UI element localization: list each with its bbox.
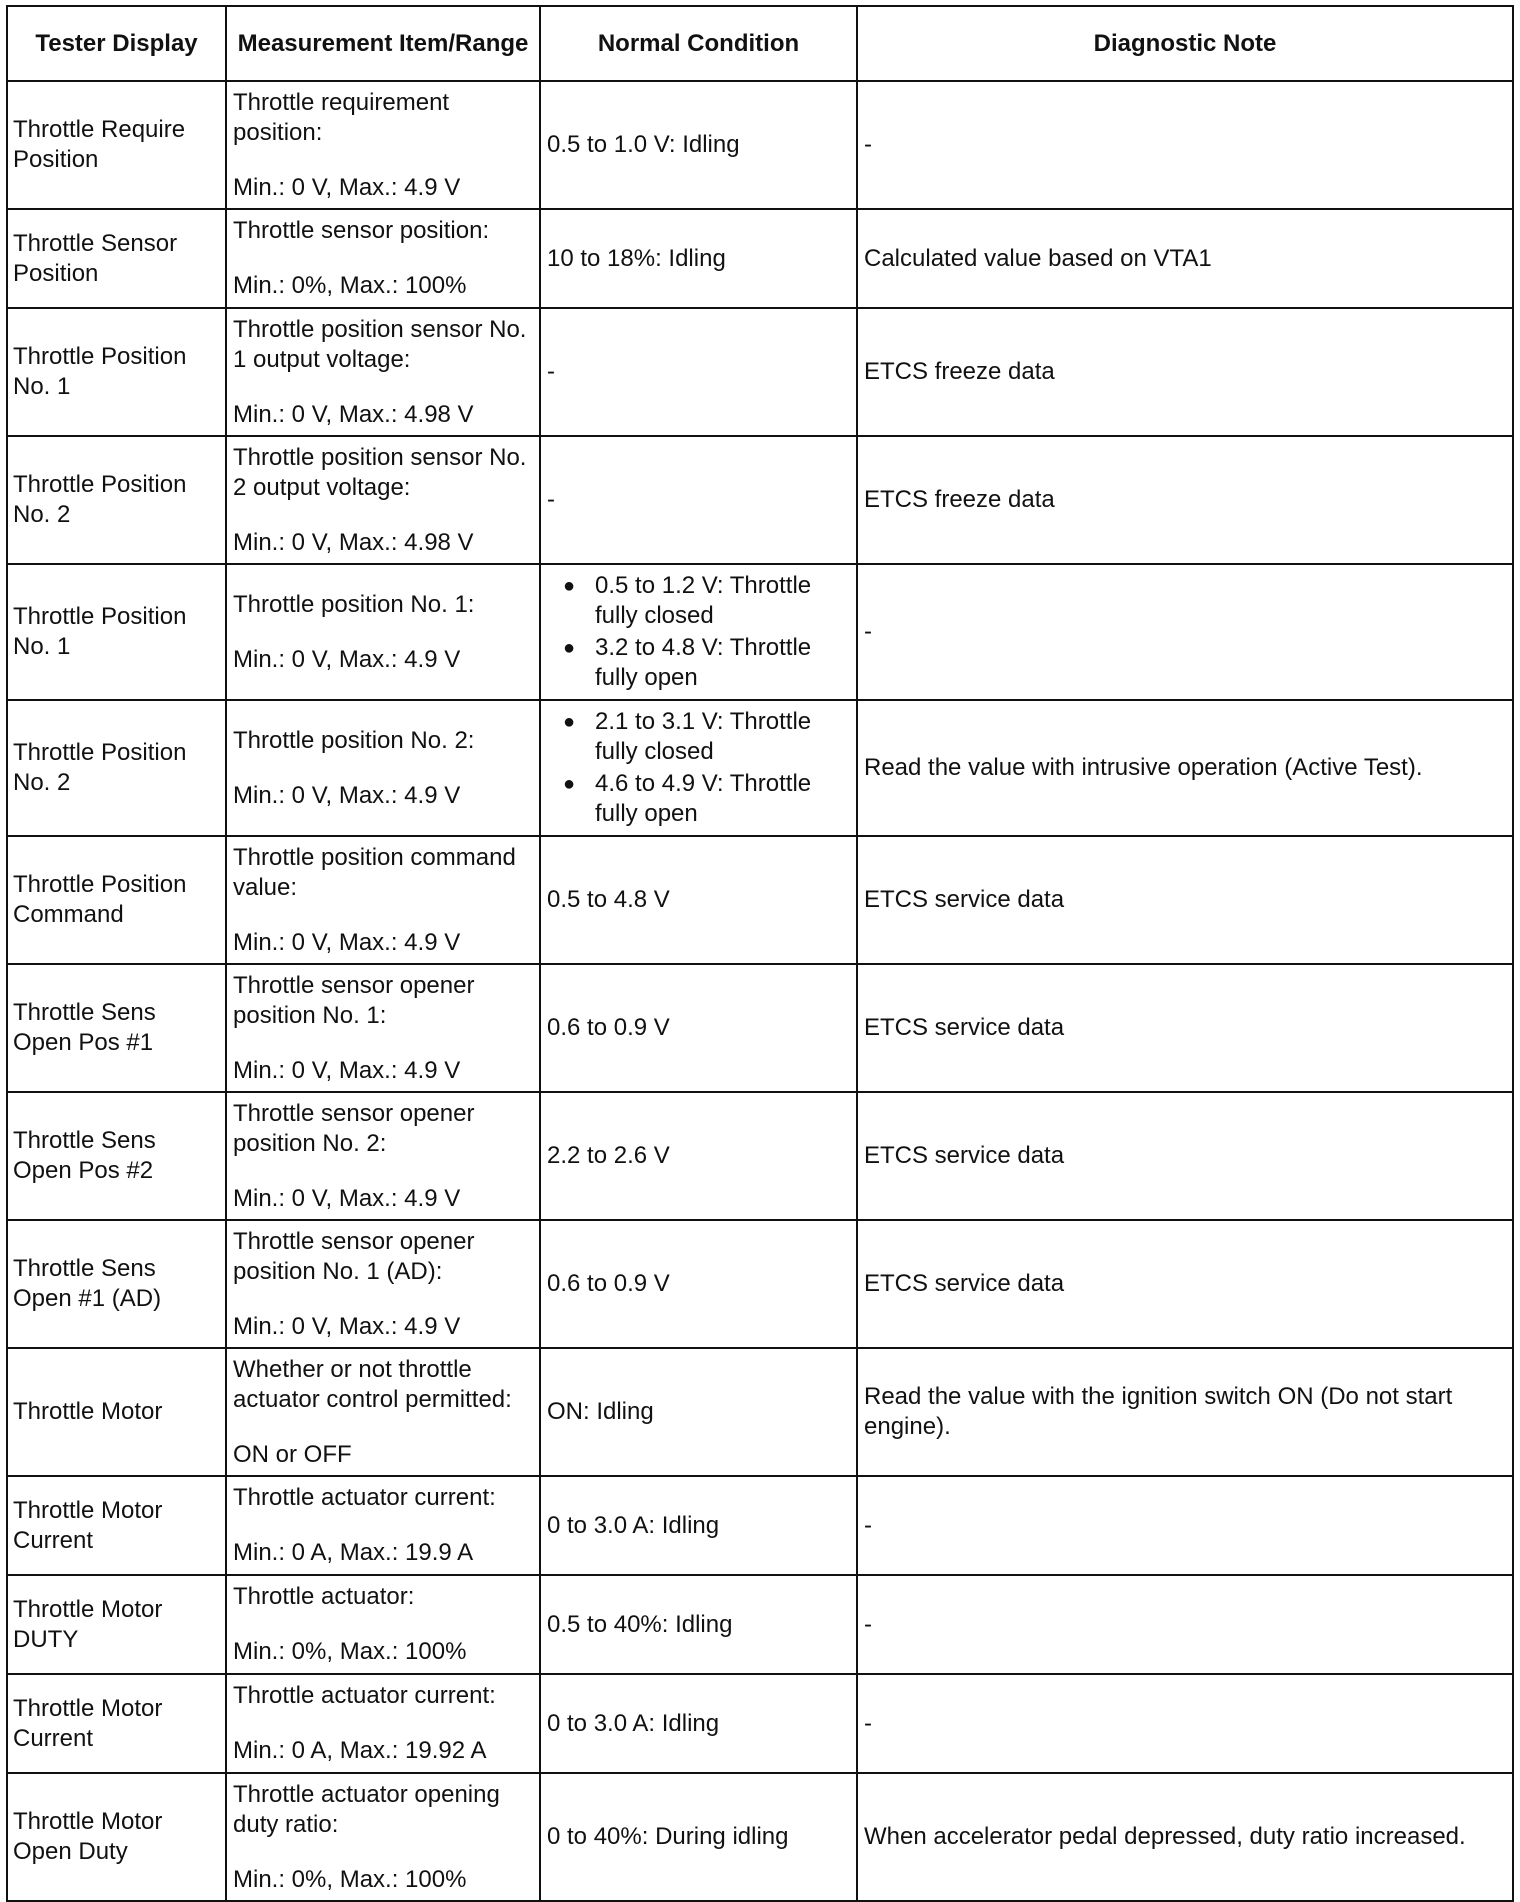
table-row: [7, 964, 1513, 1092]
table-row: [7, 436, 1513, 564]
normal-condition-list: [547, 707, 850, 829]
measurement-item-label: Throttle sensor opener position No. 1 (AD):: [233, 1227, 475, 1285]
measurement-range-cell: [226, 436, 540, 564]
diagnostic-note-cell: When accelerator pedal depressed, duty ratio increased.: [857, 1773, 1513, 1901]
measurement-range-cell: [226, 700, 540, 836]
tester-display-cell: Throttle Motor DUTY: [7, 1575, 226, 1674]
normal-condition-cell: [540, 700, 857, 836]
measurement-range-value: Min.: 0 A, Max.: 19.92 A: [233, 1737, 487, 1764]
normal-condition-list-item: ● 2.1 to 3.1 V: Throttle fully closed: [547, 707, 850, 767]
measurement-range-cell: [226, 964, 540, 1092]
normal-condition-cell: 2.2 to 2.6 V: [540, 1092, 857, 1220]
measurement-range-cell: [226, 1476, 540, 1575]
normal-condition-cell: 0.5 to 4.8 V: [540, 836, 857, 964]
normal-condition-cell: -: [540, 436, 857, 564]
diagnostic-note-cell: -: [857, 1674, 1513, 1773]
measurement-range-value: Min.: 0%, Max.: 100%: [233, 1638, 467, 1665]
measurement-range-cell: [226, 1092, 540, 1220]
measurement-range-cell: [226, 81, 540, 209]
measurement-range-value: Min.: 0 V, Max.: 4.9 V: [233, 928, 461, 956]
normal-condition-cell: 0.5 to 40%: Idling: [540, 1575, 857, 1674]
measurement-range-value: Min.: 0 V, Max.: 4.9 V: [233, 781, 461, 809]
diagnostic-note-cell: -: [857, 81, 1513, 209]
tester-display-cell: Throttle Motor Current: [7, 1674, 226, 1773]
diagnostic-note-cell: -: [857, 564, 1513, 700]
measurement-range-cell: [226, 1220, 540, 1348]
normal-condition-cell: 0 to 40%: During idling: [540, 1773, 857, 1901]
measurement-range-cell: [226, 1773, 540, 1901]
measurement-item-label: Throttle actuator current:: [233, 1682, 496, 1709]
measurement-range-value: Min.: 0 V, Max.: 4.98 V: [233, 400, 474, 428]
measurement-range-cell: [226, 1674, 540, 1773]
table-row: [7, 1092, 1513, 1220]
tester-display-cell: Throttle Position No. 2: [7, 436, 226, 564]
header-diagnostic-note: Diagnostic Note: [857, 6, 1513, 81]
normal-condition-cell: 10 to 18%: Idling: [540, 209, 857, 308]
header-tester-display: Tester Display: [7, 6, 226, 81]
measurement-item-label: Throttle sensor opener position No. 1:: [233, 971, 475, 1029]
measurement-range-value: Min.: 0%, Max.: 100%: [233, 272, 467, 299]
tester-display-cell: Throttle Sens Open Pos #2: [7, 1092, 226, 1220]
table-row: [7, 1220, 1513, 1348]
measurement-range-cell: [226, 564, 540, 700]
measurement-range-value: Min.: 0 V, Max.: 4.9 V: [233, 1312, 461, 1340]
normal-condition-cell: [540, 564, 857, 700]
measurement-item-label: Throttle actuator current:: [233, 1484, 496, 1511]
tester-display-cell: Throttle Position Command: [7, 836, 226, 964]
tester-display-cell: Throttle Sens Open Pos #1: [7, 964, 226, 1092]
table-row: [7, 836, 1513, 964]
tester-display-cell: Throttle Position No. 1: [7, 564, 226, 700]
table-row: [7, 1348, 1513, 1476]
measurement-range-value: ON or OFF: [233, 1440, 352, 1468]
tester-display-cell: Throttle Position No. 2: [7, 700, 226, 836]
measurement-range-cell: [226, 308, 540, 436]
measurement-range-value: Min.: 0 V, Max.: 4.98 V: [233, 528, 474, 556]
normal-condition-cell: ON: Idling: [540, 1348, 857, 1476]
measurement-range-value: Min.: 0 V, Max.: 4.9 V: [233, 1056, 461, 1084]
normal-condition-list: [547, 571, 850, 693]
table-row: [7, 564, 1513, 700]
measurement-item-label: Throttle actuator:: [233, 1583, 415, 1610]
table-row: [7, 308, 1513, 436]
measurement-item-label: Throttle sensor opener position No. 2:: [233, 1099, 475, 1157]
table-row: [7, 209, 1513, 308]
diagnostic-note-cell: Calculated value based on VTA1: [857, 209, 1513, 308]
tester-display-cell: Throttle Motor Open Duty: [7, 1773, 226, 1901]
diagnostic-note-cell: ETCS service data: [857, 1092, 1513, 1220]
diagnostic-note-cell: -: [857, 1575, 1513, 1674]
tester-display-cell: Throttle Motor: [7, 1348, 226, 1476]
diagnostic-note-cell: ETCS service data: [857, 1220, 1513, 1348]
header-measurement-item: Measurement Item/Range: [226, 6, 540, 81]
diagnostic-note-cell: Read the value with the ignition switch ON (Do not start engine).: [857, 1348, 1513, 1476]
table-row: [7, 1773, 1513, 1901]
diagnostic-note-cell: ETCS freeze data: [857, 308, 1513, 436]
normal-condition-cell: 0.5 to 1.0 V: Idling: [540, 81, 857, 209]
measurement-range-value: Min.: 0 V, Max.: 4.9 V: [233, 645, 461, 673]
table-row: [7, 1575, 1513, 1674]
normal-condition-list-item: ● 0.5 to 1.2 V: Throttle fully closed: [547, 571, 850, 631]
measurement-item-label: Throttle position command value:: [233, 843, 516, 901]
measurement-item-label: Throttle requirement position:: [233, 88, 450, 146]
measurement-item-label: Throttle position No. 1:: [233, 590, 475, 618]
normal-condition-cell: 0.6 to 0.9 V: [540, 964, 857, 1092]
diagnostic-note-cell: -: [857, 1476, 1513, 1575]
measurement-item-label: Whether or not throttle actuator control permitted:: [233, 1355, 512, 1413]
table-row: [7, 1476, 1513, 1575]
tester-display-cell: Throttle Require Position: [7, 81, 226, 209]
measurement-range-value: Min.: 0 V, Max.: 4.9 V: [233, 173, 461, 201]
tester-display-cell: Throttle Position No. 1: [7, 308, 226, 436]
measurement-item-label: Throttle position sensor No. 2 output voltage:: [233, 443, 527, 501]
measurement-range-cell: [226, 836, 540, 964]
diagnostic-note-cell: Read the value with intrusive operation (Active Test).: [857, 700, 1513, 836]
data-list-table: [6, 5, 1514, 1902]
measurement-range-value: Min.: 0 A, Max.: 19.9 A: [233, 1539, 474, 1566]
normal-condition-cell: 0 to 3.0 A: Idling: [540, 1674, 857, 1773]
diagnostic-note-cell: ETCS freeze data: [857, 436, 1513, 564]
tester-display-cell: Throttle Sensor Position: [7, 209, 226, 308]
measurement-range-cell: [226, 1575, 540, 1674]
tester-display-cell: Throttle Sens Open #1 (AD): [7, 1220, 226, 1348]
measurement-item-label: Throttle sensor position:: [233, 217, 490, 244]
normal-condition-cell: 0 to 3.0 A: Idling: [540, 1476, 857, 1575]
measurement-range-value: Min.: 0 V, Max.: 4.9 V: [233, 1184, 461, 1212]
diagnostic-note-cell: ETCS service data: [857, 836, 1513, 964]
normal-condition-list-item: ● 4.6 to 4.9 V: Throttle fully open: [547, 769, 850, 829]
normal-condition-cell: 0.6 to 0.9 V: [540, 1220, 857, 1348]
header-row: [7, 6, 1513, 81]
table-row: [7, 700, 1513, 836]
normal-condition-list-item: ● 3.2 to 4.8 V: Throttle fully open: [547, 633, 850, 693]
tester-display-cell: Throttle Motor Current: [7, 1476, 226, 1575]
measurement-item-label: Throttle actuator opening duty ratio:: [233, 1780, 500, 1838]
measurement-range-cell: [226, 209, 540, 308]
measurement-range-value: Min.: 0%, Max.: 100%: [233, 1865, 467, 1893]
table-row: [7, 1674, 1513, 1773]
header-normal-condition: Normal Condition: [540, 6, 857, 81]
normal-condition-cell: -: [540, 308, 857, 436]
table-row: [7, 81, 1513, 209]
measurement-range-cell: [226, 1348, 540, 1476]
diagnostic-note-cell: ETCS service data: [857, 964, 1513, 1092]
measurement-item-label: Throttle position No. 2:: [233, 726, 475, 754]
measurement-item-label: Throttle position sensor No. 1 output voltage:: [233, 315, 527, 373]
